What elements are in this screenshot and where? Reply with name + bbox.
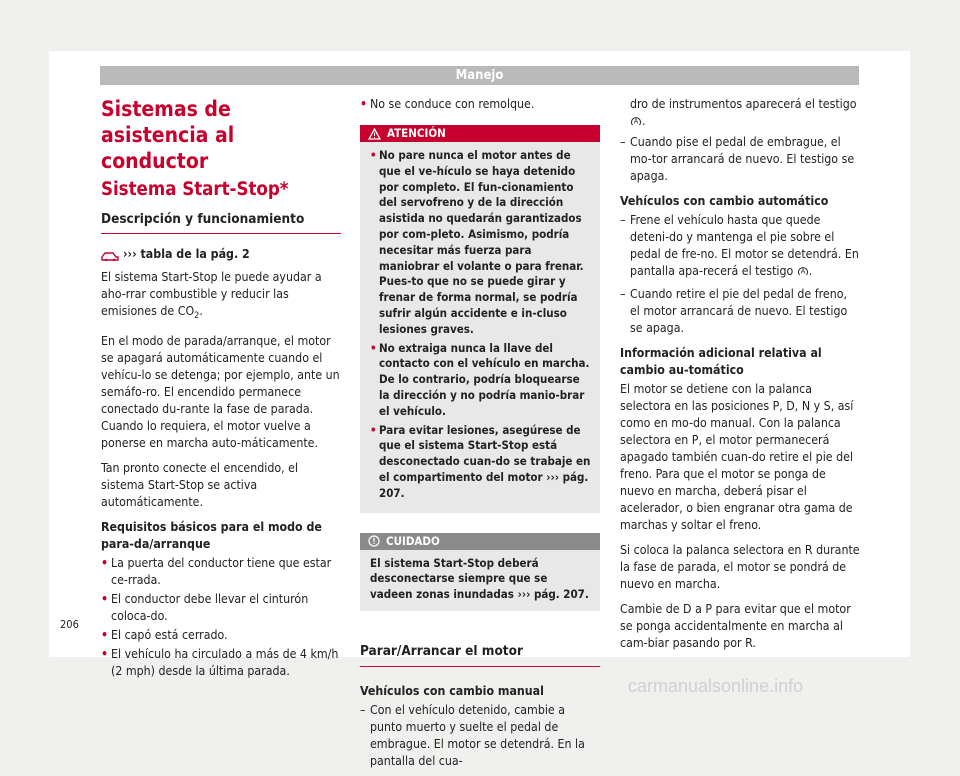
list-item: • No se conduce con remolque. [360, 97, 535, 111]
page-reference-link[interactable]: ››› pág. 207. [379, 469, 589, 500]
list-item: • El capó está cerrado. [101, 628, 228, 642]
column-1 [101, 96, 341, 682]
svg-text:A: A [633, 117, 639, 126]
section-header: Manejo [100, 66, 859, 85]
caution-body: El sistema Start-Stop deberá desconectarse siempre que se vadeen zonas inundadas ››› pág. 207. [370, 555, 589, 602]
caution-box [360, 533, 600, 611]
page-title: Sistemas de asistencia al conductor [101, 97, 235, 173]
warning-box [360, 125, 600, 513]
car-book-icon [101, 249, 119, 261]
column-3 [620, 96, 860, 660]
page-number: 206 [60, 618, 79, 631]
warning-body [360, 142, 600, 513]
list-item: – Frene el vehículo hasta que quede deteni-do y mantenga el pie sobre el pedal de fre-no. El motor se detendrá. En pantalla apa-recerá el testigo A . [620, 213, 859, 278]
page-reference-link[interactable]: ››› pág. 207. [517, 587, 589, 602]
activation-paragraph: Tan pronto conecte el encendido, el sistema Start-Stop se activa automáticamente. [101, 461, 299, 509]
info-paragraph: El motor se detiene con la palanca selectora en las posiciones P, D, N y S, así como en mo-do manual. Con la palanca selectora en P, el motor permanecerá apagado también cuan-do retire el pie del freno. Para que el motor se ponga de nuevo en marcha, deberá pisar el acelerador, o bien engranar otra gama de marchas y soltar el freno. [620, 382, 854, 532]
automatic-heading: Vehículos con cambio automático [620, 194, 829, 208]
list-item: • El vehículo ha circulado a más de 4 km/h (2 mph) desde la última parada. [101, 647, 339, 678]
warning-item: • No extraiga nunca la llave del contacto con el vehículo en marcha. De lo contrario, podría bloquearse la dirección y no podría manio-brar el vehículo. [370, 340, 590, 418]
list-item: – Cuando pise el pedal de embrague, el mo-tor arrancará de nuevo. El testigo se apaga. [620, 135, 855, 183]
list-item: • La puerta del conductor tiene que estar ce-rrada. [101, 556, 332, 587]
start-stop-a-icon [630, 115, 642, 127]
svg-text:A: A [800, 267, 806, 276]
list-item: – Cuando retire el pie del pedal de freno, el motor arrancará de nuevo. El testigo se apaga. [620, 287, 848, 335]
table-reference-link[interactable]: ››› tabla de la pág. 2 [123, 247, 250, 261]
reference-line[interactable] [101, 246, 341, 263]
list-item: – Con el vehículo detenido, cambie a punto muerto y suelte el pedal de embrague. El motor se detendrá. En la pantalla del cua- [360, 702, 585, 768]
info-circle-icon [368, 535, 380, 547]
watermark: carmanualsonline.info [628, 676, 804, 696]
warning-item: • Para evitar lesiones, asegúrese de que el sistema Start-Stop está desconectado cuan-do se trabaje en el compartimento del motor ››› pág. 207. [370, 422, 591, 500]
start-stop-a-icon [797, 265, 809, 277]
warning-item: • No pare nunca el motor antes de que el ve-hículo se haya detenido por completo. El fun-cionamiento del servofreno y de la dirección asistida no quedarán garantizados por com-pleto. Asimismo, podría necesitar más fuerza para maniobrar el volante o para frenar. Pues-to que no se puede girar y frenar de forma normal, se podría sufrir algún accidente e in-cluso lesiones graves. [370, 148, 584, 336]
stop-mode-paragraph: En el modo de parada/arranque, el motor se apagará automáticamente cuando el vehícu-lo se detenga; por ejemplo, ante un semáfo-ro. El encendido permanece conectado du-rante la fase de parada. Cuando lo requiera, el motor vuelve a ponerse en marcha auto-máticamente. [101, 334, 340, 450]
list-item-continued: dro de instrumentos aparecerá el testigo A . [630, 97, 857, 128]
section-heading: Parar/Arrancar el motor [360, 643, 600, 667]
park-paragraph: Cambie de D a P para evitar que el motor se ponga accidentalmente en marcha al cam-biar pasando por R. [620, 602, 851, 650]
requirements-heading: Requisitos básicos para el modo de para-da/arranque [101, 520, 322, 551]
subsection-heading: Descripción y funcionamiento [101, 208, 341, 234]
column-2 [360, 96, 600, 776]
reverse-paragraph: Si coloca la palanca selectora en R durante la fase de parada, el motor se pondrá de nuevo en marcha. [620, 543, 860, 591]
manual-heading: Vehículos con cambio manual [360, 683, 544, 698]
info-heading: Información adicional relativa al cambio au-tomático [620, 346, 822, 377]
section-heading: Sistema Start-Stop* [101, 179, 289, 200]
intro-paragraph: El sistema Start-Stop le puede ayudar a aho-rrar combustible y reducir las emisiones de $CO_2$. [101, 270, 322, 321]
warning-header: ATENCIÓN [360, 125, 600, 142]
warning-triangle-icon [368, 128, 381, 140]
list-item: • El conductor debe llevar el cinturón coloca-do. [101, 592, 309, 623]
caution-header: CUIDADO [360, 533, 600, 550]
